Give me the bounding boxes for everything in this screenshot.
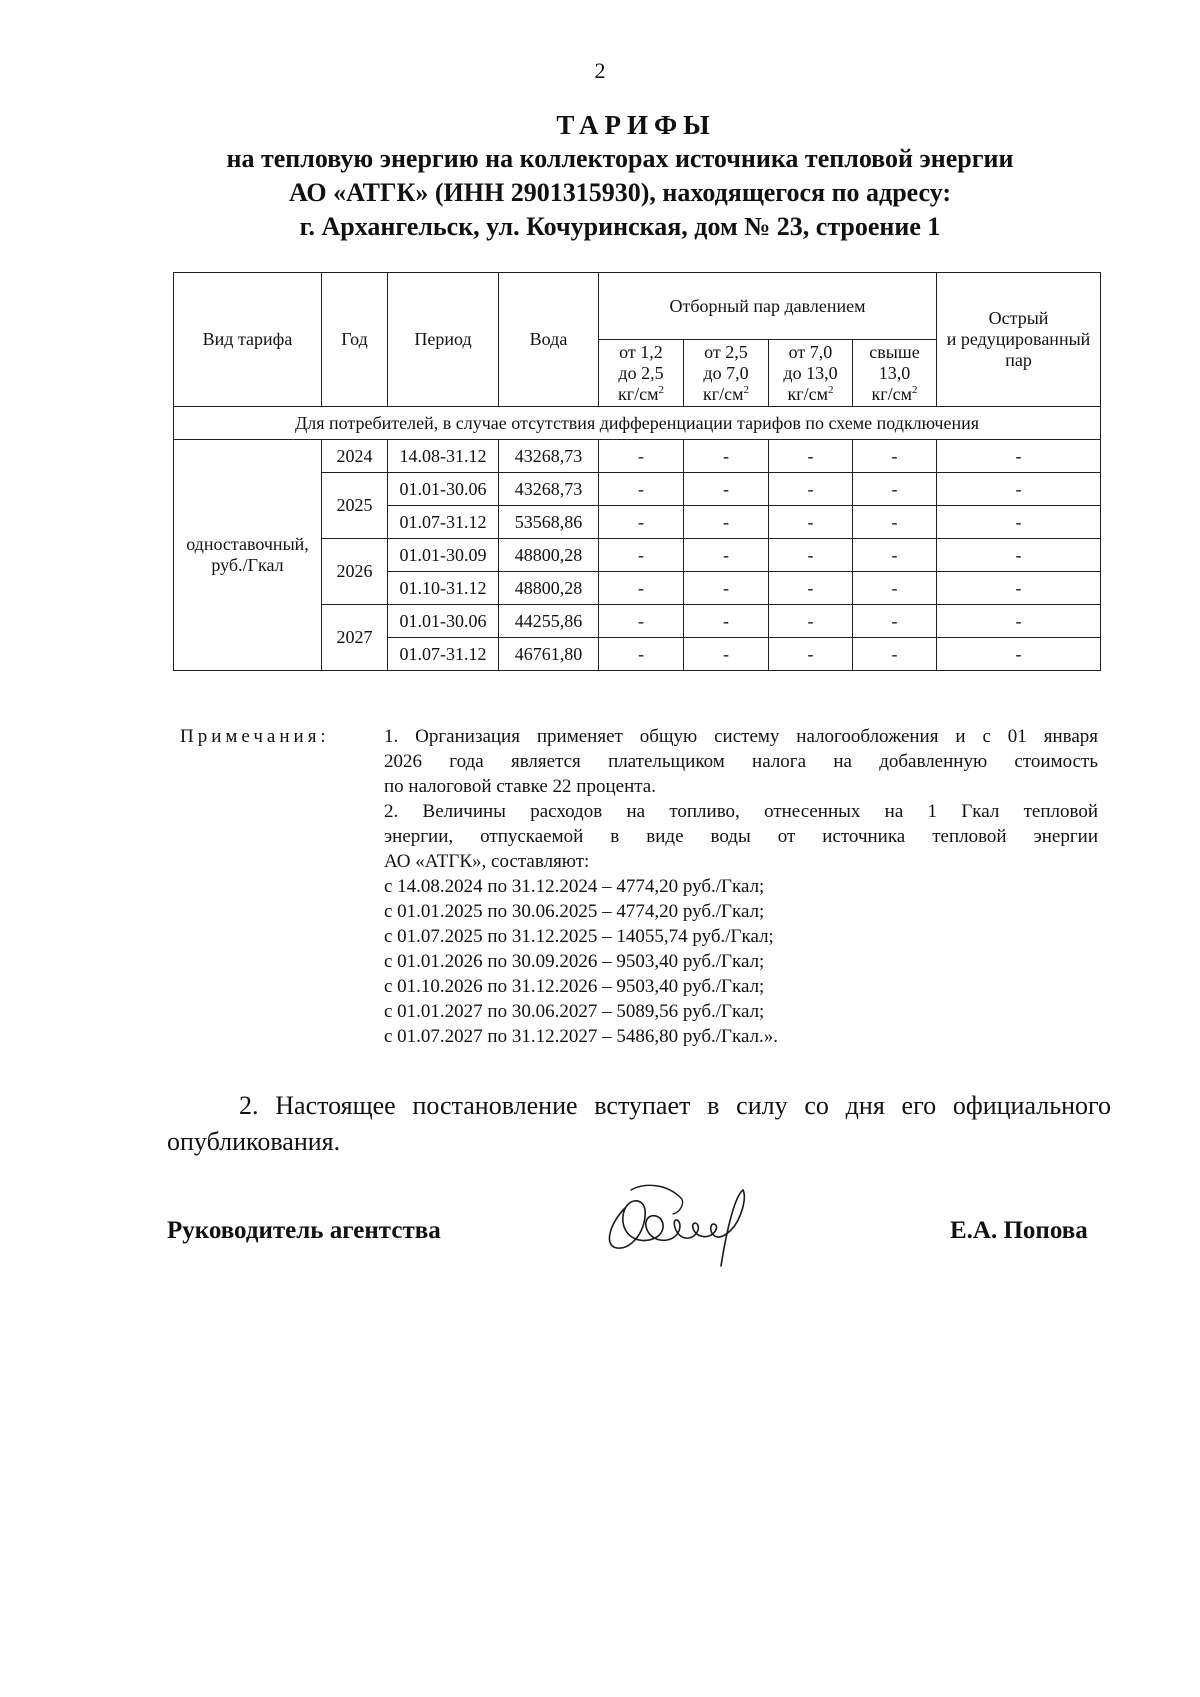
period-cell: 01.07-31.12 <box>388 638 499 671</box>
water-cell: 53568,86 <box>499 506 599 539</box>
notes-label: Примечания: <box>180 726 330 747</box>
signatory-name: Е.А. Попова <box>950 1217 1088 1244</box>
fuel-cost-item: с 01.07.2027 по 31.12.2027 – 5486,80 руб./Гкал.». <box>384 1026 779 1047</box>
dash-cell: - <box>769 539 853 572</box>
title-line-2: АО «АТГК» (ИНН 2901315930), находящегося по адресу: <box>288 178 952 207</box>
dash-cell: - <box>769 506 853 539</box>
header-steam-group: Отборный пар давлением <box>599 273 937 340</box>
title-block <box>160 108 1080 244</box>
dash-cell: - <box>769 473 853 506</box>
steam-4-unit: кг/см <box>871 383 913 404</box>
final-paragraph <box>167 1088 1111 1160</box>
steam-2-unit: кг/см <box>702 383 744 404</box>
dash-cell: - <box>599 638 684 671</box>
steam-4-from: свыше <box>869 341 920 362</box>
dash-cell: - <box>853 572 937 605</box>
note-1-line-2: 2026 года является плательщиком налога на добавленную стоимость <box>384 751 1098 772</box>
dash-cell: - <box>853 539 937 572</box>
tariff-type-cell <box>174 440 322 671</box>
dash-cell: - <box>853 440 937 473</box>
period-cell: 14.08-31.12 <box>388 440 499 473</box>
dash-cell: - <box>684 539 769 572</box>
year-cell: 2026 <box>322 539 388 605</box>
dash-cell: - <box>853 473 937 506</box>
page-number: 2 <box>594 58 606 83</box>
tariff-type-l1: одноставочный, <box>186 534 309 554</box>
dash-cell: - <box>599 605 684 638</box>
dash-cell: - <box>853 605 937 638</box>
steam-1-unit: кг/см <box>617 383 659 404</box>
dash-cell: - <box>769 638 853 671</box>
steam-1-to: до 2,5 <box>618 362 664 383</box>
header-steam-2 <box>684 340 769 407</box>
dash-cell: - <box>599 506 684 539</box>
table-row <box>174 440 1101 473</box>
header-steam-4 <box>853 340 937 407</box>
note-1-line-1: 1. Организация применяет общую систему налогообложения и с 01 января <box>384 726 1098 747</box>
dash-cell: - <box>853 638 937 671</box>
fuel-cost-item: с 01.10.2026 по 31.12.2026 – 9503,40 руб./Гкал; <box>384 976 765 997</box>
title-line-1: на тепловую энергию на коллекторах источника тепловой энергии <box>226 144 1014 173</box>
period-cell: 01.01-30.09 <box>388 539 499 572</box>
steam-1-from: от 1,2 <box>619 341 663 362</box>
period-cell: 01.01-30.06 <box>388 605 499 638</box>
dash-cell: - <box>937 572 1101 605</box>
header-sharp-steam-l1: Острый <box>988 308 1049 328</box>
header-year: Год <box>322 273 388 407</box>
year-cell: 2024 <box>322 440 388 473</box>
handwritten-signature <box>585 1168 775 1268</box>
final-paragraph-text: 2. Настоящее постановление вступает в силу со дня его официального опубликования. <box>167 1091 1111 1156</box>
note-2-line-2: энергии, отпускаемой в виде воды от источника тепловой энергии <box>384 826 1098 847</box>
water-cell: 44255,86 <box>499 605 599 638</box>
dash-cell: - <box>684 572 769 605</box>
title-line-3: г. Архангельск, ул. Кочуринская, дом № 23, строение 1 <box>299 212 941 241</box>
water-cell: 43268,73 <box>499 440 599 473</box>
dash-cell: - <box>937 638 1101 671</box>
dash-cell: - <box>599 572 684 605</box>
dash-cell: - <box>684 605 769 638</box>
dash-cell: - <box>769 572 853 605</box>
dash-cell: - <box>937 605 1101 638</box>
header-sharp-steam-l2: и редуцированный <box>946 329 1091 349</box>
dash-cell: - <box>684 638 769 671</box>
steam-4-unit-sup: 2 <box>912 383 918 396</box>
dash-cell: - <box>684 440 769 473</box>
dash-cell: - <box>937 539 1101 572</box>
period-cell: 01.07-31.12 <box>388 506 499 539</box>
header-sharp-steam <box>937 273 1101 407</box>
note-2-line-1: 2. Величины расходов на топливо, отнесенных на 1 Гкал тепловой <box>384 801 1098 822</box>
fuel-cost-item: с 01.01.2027 по 30.06.2027 – 5089,56 руб./Гкал; <box>384 1001 765 1022</box>
water-cell: 43268,73 <box>499 473 599 506</box>
header-tariff-type: Вид тарифа <box>174 273 322 407</box>
dash-cell: - <box>769 605 853 638</box>
notes-block <box>384 724 1098 1049</box>
year-cell: 2027 <box>322 605 388 671</box>
steam-2-to: до 7,0 <box>703 362 749 383</box>
period-cell: 01.01-30.06 <box>388 473 499 506</box>
fuel-cost-item: с 01.01.2025 по 30.06.2025 – 4774,20 руб./Гкал; <box>384 901 765 922</box>
document-title: ТАРИФЫ <box>556 110 716 140</box>
steam-4-value: 13,0 <box>878 362 911 383</box>
dash-cell: - <box>937 440 1101 473</box>
dash-cell: - <box>853 506 937 539</box>
tariff-type-l2: руб./Гкал <box>211 555 284 575</box>
steam-3-unit: кг/см <box>787 383 828 404</box>
header-sharp-steam-l3: пар <box>1005 350 1032 370</box>
header-period: Период <box>388 273 499 407</box>
steam-2-from: от 2,5 <box>704 341 748 362</box>
tariff-table <box>173 272 1101 671</box>
dash-cell: - <box>599 473 684 506</box>
year-cell: 2025 <box>322 473 388 539</box>
steam-3-to: до 13,0 <box>783 362 838 383</box>
steam-2-unit-sup: 2 <box>743 383 749 396</box>
steam-1-unit-sup: 2 <box>658 383 664 396</box>
header-water: Вода <box>499 273 599 407</box>
steam-3-from: от 7,0 <box>788 341 833 362</box>
fuel-cost-item: с 01.07.2025 по 31.12.2025 – 14055,74 руб./Гкал; <box>384 926 774 947</box>
dash-cell: - <box>599 539 684 572</box>
signatory-title: Руководитель агентства <box>167 1217 441 1244</box>
dash-cell: - <box>937 506 1101 539</box>
dash-cell: - <box>937 473 1101 506</box>
note-1-line-3: по налоговой ставке 22 процента. <box>384 776 656 797</box>
fuel-cost-item: с 01.01.2026 по 30.09.2026 – 9503,40 руб./Гкал; <box>384 951 765 972</box>
consumer-group-row: Для потребителей, в случае отсутствия дифференциации тарифов по схеме подключения <box>174 407 1101 440</box>
steam-3-unit-sup: 2 <box>828 383 834 396</box>
dash-cell: - <box>769 440 853 473</box>
dash-cell: - <box>684 473 769 506</box>
dash-cell: - <box>599 440 684 473</box>
water-cell: 46761,80 <box>499 638 599 671</box>
note-2-line-3: АО «АТГК», составляют: <box>384 851 590 872</box>
period-cell: 01.10-31.12 <box>388 572 499 605</box>
water-cell: 48800,28 <box>499 539 599 572</box>
header-steam-1 <box>599 340 684 407</box>
header-steam-3 <box>769 340 853 407</box>
water-cell: 48800,28 <box>499 572 599 605</box>
dash-cell: - <box>684 506 769 539</box>
fuel-cost-item: с 14.08.2024 по 31.12.2024 – 4774,20 руб./Гкал; <box>384 876 765 897</box>
